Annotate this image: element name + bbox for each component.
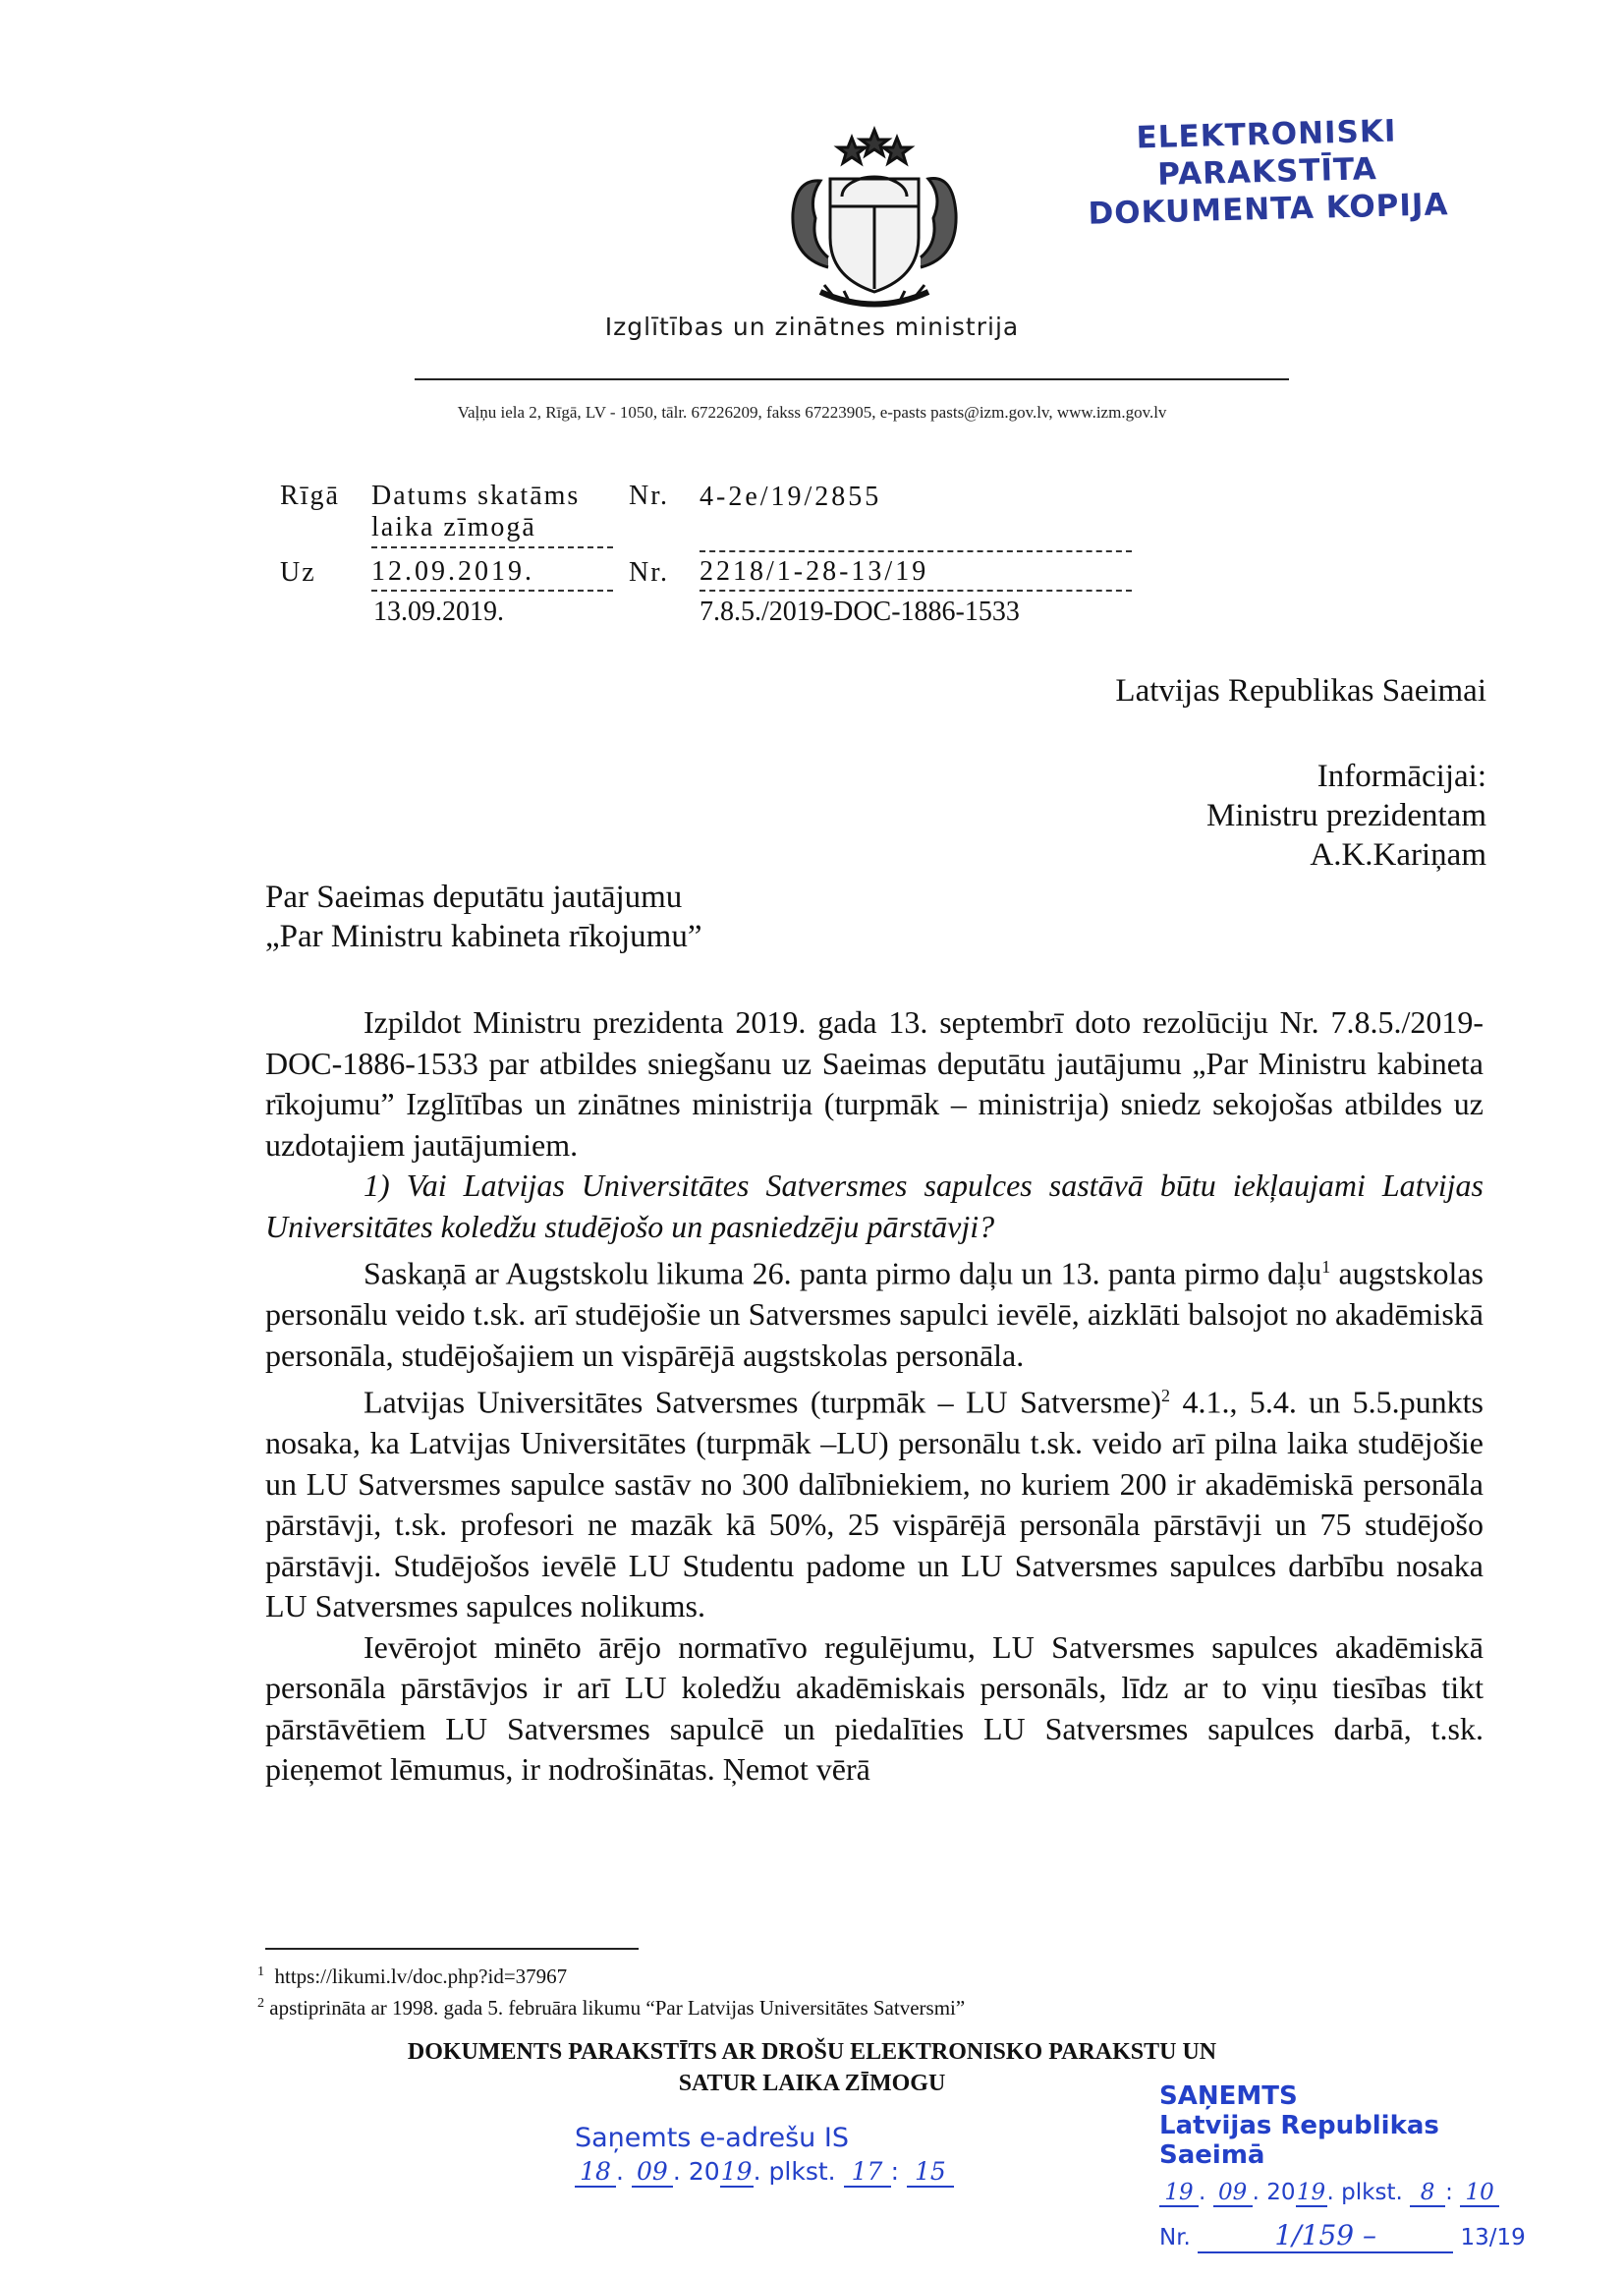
coat-of-arms-icon — [761, 120, 987, 326]
saeima-month: 09 — [1213, 2180, 1253, 2207]
stamp-line-1: ELEKTRONISKI PARAKSTĪTA — [1136, 113, 1397, 193]
date-note-line-1: Datums skatāms — [371, 481, 581, 511]
signature-notice-line-1: DOKUMENTS PARAKSTĪTS AR DROŠU ELEKTRONISKO PARAKSTU UN — [407, 2039, 1217, 2065]
reference-date: 12.09.2019. — [371, 556, 613, 592]
footnote-2: $^2$ apstiprināta ar 1998. gada 5. februāra likumu “Par Latvijas Universitātes Satversmi” — [257, 1996, 966, 2020]
signature-notice-line-2: SATUR LAIKA ZĪMOGU — [678, 2071, 946, 2096]
subject-line-2: „Par Ministru kabineta rīkojumu” — [265, 919, 702, 954]
recipient-main: Latvijas Republikas Saeimai — [1115, 673, 1486, 709]
date-note-line-2: laika zīmogā — [371, 513, 613, 548]
paragraph-2-text-a: Saskaņā ar Augstskolu likuma 26. panta pirmo daļu un 13. panta pirmo daļu — [364, 1255, 1322, 1291]
paragraph-3-text-a: Latvijas Universitātes Satversmes (turpmāk – LU Satversme) — [364, 1384, 1162, 1420]
received-day: 18 — [575, 2157, 616, 2188]
footnote-1: $^1$ https://likumi.lv/doc.php?id=37967 — [257, 1965, 568, 1988]
outgoing-number: 4-2e/19/2855 — [700, 482, 882, 512]
reference-number: 2218/1-28-13/19 — [700, 556, 1132, 592]
saeima-hour: 8 — [1410, 2180, 1445, 2207]
stamp-line-2: DOKUMENTA KOPIJA — [1088, 187, 1449, 232]
received-year: 19 — [720, 2157, 753, 2186]
info-label: Informācijai: — [1316, 759, 1486, 794]
saeima-registration-number: 1/159 – — [1198, 2219, 1453, 2253]
saeima-stamp-number: Nr. 1/159 – 13/19 — [1159, 2219, 1526, 2251]
saeima-day: 19 — [1159, 2180, 1199, 2207]
saeima-minute: 10 — [1460, 2180, 1499, 2207]
info-recipient: Ministru prezidentam — [1205, 798, 1486, 833]
footnote-ref-1: 1 — [1321, 1257, 1331, 1277]
letter-body — [265, 1002, 1484, 1791]
paragraph-1: Izpildot Ministru prezidenta 2019. gada 13. septembrī doto rezolūciju Nr. 7.8.5./2019-DOC-1886-1533 par atbildes sniegšanu uz Saeimas deputātu jautājumu „Par Ministru kabineta rīkojumu” Izglītības un zinātnes ministrija (turpmāk – ministrija) sniedz sekojošas atbildes uz uzdotajiem jautājumiem. — [265, 1004, 1484, 1163]
received-month: 09 — [632, 2157, 673, 2188]
nr-label: Nr. — [629, 481, 669, 511]
paragraph-2-text-b: augstskolas personālu veido t.sk. arī studējošie un Satversmes sapulci ievēlē, aizklāti balsojot no akadēmiskā personāla, studējošajiem un vispārējā augstskolas personāla. — [265, 1255, 1484, 1373]
footnote-divider — [265, 1948, 639, 1950]
received-minute: 15 — [907, 2157, 954, 2188]
received-eaddress-title: Saņemts e-adrešu IS — [575, 2123, 849, 2153]
place: Rīgā — [280, 481, 340, 511]
footnote-ref-2: 2 — [1161, 1386, 1171, 1406]
uz-label: Uz — [280, 557, 316, 588]
paragraph-3-text-b: 4.1., 5.4. un 5.5.punkts nosaka, ka Latvijas Universitātes (turpmāk –LU) personālu t.sk. veido arī pilna laika studējošie un LU Satversmes sapulce sastāv no 300 dalībniekiem, no kuriem 200 ir akadēmiskā personāla pārstāvji, t.sk. profesori ne mazāk kā 50%, 25 vispārējā personāla pārstāvji un 75 studējošo pārstāvji. Studējošos ievēlē LU Studentu padome un LU Satversmes sapulces darbību nosaka LU Satversmes sapulces nolikums. — [265, 1384, 1484, 1624]
saeima-stamp-datetime: 19 . 09 . 2019. plkst. 8 : 10 — [1159, 2180, 1533, 2207]
received-eaddress-datetime: 18 . 09 . 2019. plkst. 17 : 15 — [575, 2157, 1007, 2188]
question-1: 1) Vai Latvijas Universitātes Satversmes sapulces sastāvā būtu iekļaujami Latvijas Universitātes koledžu studējošo un pasniedzēju pārstāvji? — [265, 1167, 1484, 1244]
saeima-received-stamp — [1159, 2081, 1533, 2253]
paragraph-2 — [265, 1247, 1484, 1376]
saeima-year: 19 — [1296, 2180, 1326, 2205]
uz-nr-label: Nr. — [629, 557, 669, 588]
saeima-stamp-org: Latvijas Republikas Saeimā — [1159, 2111, 1439, 2170]
header-divider — [415, 378, 1289, 380]
received-hour: 17 — [844, 2157, 891, 2188]
nr-dotted-line — [700, 550, 1132, 552]
received-eaddress-stamp — [575, 2123, 1007, 2188]
second-number: 7.8.5./2019-DOC-1886-1533 — [700, 597, 1020, 627]
ministry-name: Izglītības un zinātnes ministrija — [604, 313, 1020, 341]
subject-line-1: Par Saeimas deputātu jautājumu — [265, 880, 683, 915]
paragraph-3 — [265, 1376, 1484, 1627]
paragraph-4: Ievērojot minēto ārējo normatīvo regulējumu, LU Satversmes sapulces akadēmiskā personāla pārstāvjos ir arī LU koledžu akadēmiskais personāls, līdz ar to viņu tiesības tikt pārstāvētiem LU Satversmes sapulcē un piedalīties LU Satversmes sapulces darbā, t.sk. pieņemot lēmumus, ir nodrošinātas. Ņemot vērā — [265, 1628, 1484, 1788]
info-recipient-name: A.K.Kariņam — [1310, 837, 1486, 873]
second-date: 13.09.2019. — [373, 597, 504, 627]
footnotes — [257, 1959, 965, 2022]
saeima-stamp-title: SAŅEMTS — [1159, 2081, 1298, 2111]
electronic-copy-stamp — [1031, 110, 1505, 235]
ministry-address: Vaļņu iela 2, Rīgā, LV - 1050, tālr. 67226209, fakss 67223905, e-pasts pasts@izm.gov.lv, www.izm.gov.lv — [457, 403, 1167, 422]
